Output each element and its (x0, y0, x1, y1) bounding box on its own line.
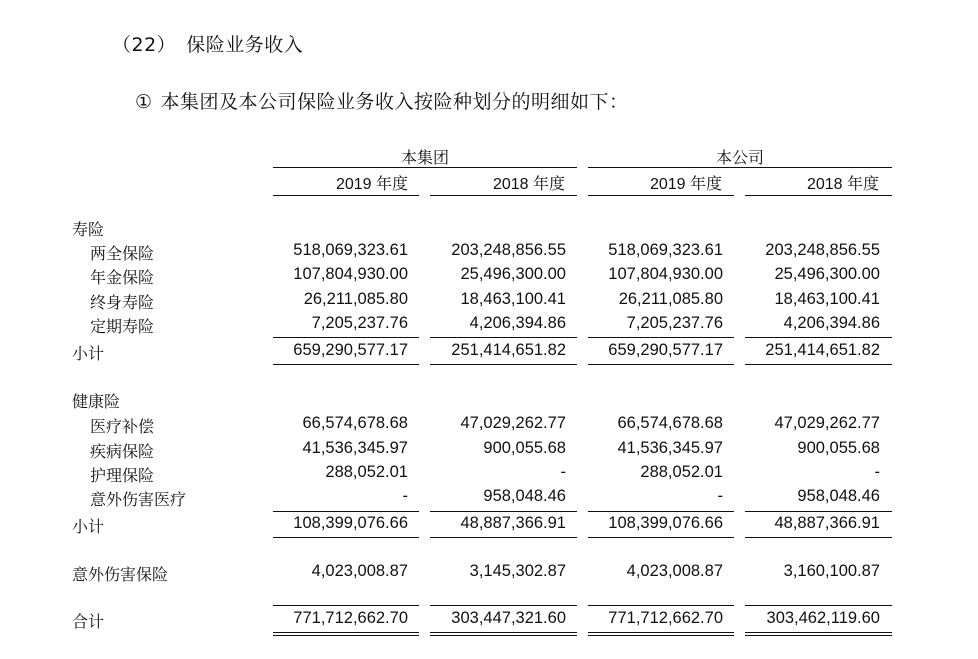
table-cell: 66,574,678.68 (302, 414, 408, 432)
table-row (0, 562, 978, 586)
row-label: 意外伤害医疗 (90, 490, 187, 509)
section-heading (112, 30, 303, 57)
table-row (0, 439, 978, 463)
table-cell: 958,048.46 (797, 487, 880, 505)
row-label: 医疗补偿 (90, 417, 155, 436)
table-cell: 771,712,662.70 (293, 609, 408, 627)
row-label: 两全保险 (90, 244, 155, 263)
total-double-rule (588, 632, 734, 636)
column-header-group-2019: 2019 年度 (335, 176, 408, 193)
subtotal-rule (588, 364, 734, 365)
subtotal-rule (745, 364, 892, 365)
row-label: 意外伤害保险 (72, 565, 169, 584)
table-cell: 4,206,394.86 (469, 314, 566, 332)
row-label: 小计 (72, 344, 105, 363)
total-rule (273, 605, 419, 606)
total-row (0, 609, 978, 633)
subtotal-rule (273, 364, 419, 365)
total-rule (588, 605, 734, 606)
column-rule (273, 195, 419, 196)
section-number: （22） (112, 34, 177, 56)
table-cell: 66,574,678.68 (617, 414, 723, 432)
table-cell: 3,160,100.87 (783, 562, 880, 580)
row-label: 护理保险 (90, 466, 155, 485)
table-cell: 48,887,366.91 (460, 514, 566, 532)
table-row (0, 265, 978, 289)
subtotal-rule (430, 364, 577, 365)
row-label: 定期寿险 (90, 317, 155, 336)
table-cell: 47,029,262.77 (774, 414, 880, 432)
sub-heading (135, 87, 629, 114)
row-label: 年金保险 (90, 268, 155, 287)
table-cell: 107,804,930.00 (608, 265, 723, 283)
subtotal-rule (273, 537, 419, 538)
table-cell: 4,023,008.87 (626, 562, 723, 580)
column-rule (430, 195, 577, 196)
total-double-rule (273, 632, 419, 636)
table-cell: 41,536,345.97 (302, 439, 408, 457)
table-cell: 203,248,856.55 (451, 241, 566, 259)
section-title: 保险业务收入 (186, 34, 304, 56)
section-title-row (0, 217, 978, 241)
subtotal-rule (745, 511, 892, 512)
total-double-rule (430, 632, 577, 636)
table-cell: 251,414,651.82 (451, 341, 566, 359)
table-cell: 47,029,262.77 (460, 414, 566, 432)
section-title-row (0, 389, 978, 413)
table-cell: 48,887,366.91 (774, 514, 880, 532)
table-cell: 518,069,323.61 (608, 241, 723, 259)
table-cell: 288,052.01 (640, 463, 723, 481)
column-header-company-2019: 2019 年度 (649, 176, 722, 193)
row-label: 小计 (72, 517, 105, 536)
table-row (0, 487, 978, 511)
table-cell: 18,463,100.41 (460, 290, 566, 308)
table-cell: 900,055.68 (797, 439, 880, 457)
total-double-rule (745, 632, 892, 636)
table-cell: 958,048.46 (483, 487, 566, 505)
table-row (0, 241, 978, 265)
table-cell: 18,463,100.41 (774, 290, 880, 308)
subtotal-rule (745, 537, 892, 538)
subtotal-rule (745, 337, 892, 338)
column-rule (745, 195, 892, 196)
circled-number: ① (135, 91, 153, 113)
table-cell: 303,462,119.60 (766, 609, 880, 627)
table-cell: 659,290,577.17 (293, 341, 408, 359)
table-cell: 108,399,076.66 (293, 514, 408, 532)
column-rule (588, 195, 734, 196)
table-row (0, 414, 978, 438)
table-cell: 659,290,577.17 (608, 341, 723, 359)
subtotal-rule (588, 537, 734, 538)
table-cell: 25,496,300.00 (774, 265, 880, 283)
subtotal-rule (430, 511, 577, 512)
table-cell: 518,069,323.61 (293, 241, 408, 259)
table-cell: 303,447,321.60 (451, 609, 566, 627)
table-cell: 771,712,662.70 (608, 609, 723, 627)
table-row (0, 290, 978, 314)
table-row (0, 463, 978, 487)
table-cell: - (717, 487, 723, 505)
group-header-company: 本公司 (588, 145, 892, 168)
row-label: 合计 (72, 612, 105, 631)
table-cell: 7,205,237.76 (311, 314, 408, 332)
table-cell: 4,206,394.86 (783, 314, 880, 332)
section-title-health: 健康险 (72, 392, 121, 411)
subtotal-rule (588, 337, 734, 338)
table-cell: 25,496,300.00 (460, 265, 566, 283)
table-cell: 203,248,856.55 (765, 241, 880, 259)
table-cell: - (560, 463, 566, 481)
subtotal-rule (273, 337, 419, 338)
row-label: 终身寿险 (90, 293, 155, 312)
table-row (0, 314, 978, 338)
table-cell: 108,399,076.66 (608, 514, 723, 532)
group-header-group: 本集团 (273, 145, 577, 168)
table-cell: 107,804,930.00 (293, 265, 408, 283)
section-title-life: 寿险 (72, 220, 105, 239)
subtotal-rule (588, 511, 734, 512)
sub-heading-text: 本集团及本公司保险业务收入按险种划分的明细如下： (160, 91, 629, 113)
table-cell: 900,055.68 (483, 439, 566, 457)
row-label: 疾病保险 (90, 442, 155, 461)
table-cell: 3,145,302.87 (469, 562, 566, 580)
column-header-company-2018: 2018 年度 (806, 176, 879, 193)
table-cell: 7,205,237.76 (626, 314, 723, 332)
subtotal-rule (273, 511, 419, 512)
table-cell: 26,211,085.80 (303, 290, 408, 308)
subtotal-row (0, 341, 978, 365)
table-cell: 41,536,345.97 (617, 439, 723, 457)
total-rule (430, 605, 577, 606)
table-cell: 26,211,085.80 (618, 290, 723, 308)
total-rule (745, 605, 892, 606)
table-cell: 4,023,008.87 (311, 562, 408, 580)
subtotal-rule (430, 337, 577, 338)
table-cell: 288,052.01 (325, 463, 408, 481)
subtotal-rule (430, 537, 577, 538)
column-header-group-2018: 2018 年度 (492, 176, 565, 193)
subtotal-row (0, 514, 978, 538)
table-cell: - (402, 487, 408, 505)
table-cell: - (874, 463, 880, 481)
table-cell: 251,414,651.82 (765, 341, 880, 359)
